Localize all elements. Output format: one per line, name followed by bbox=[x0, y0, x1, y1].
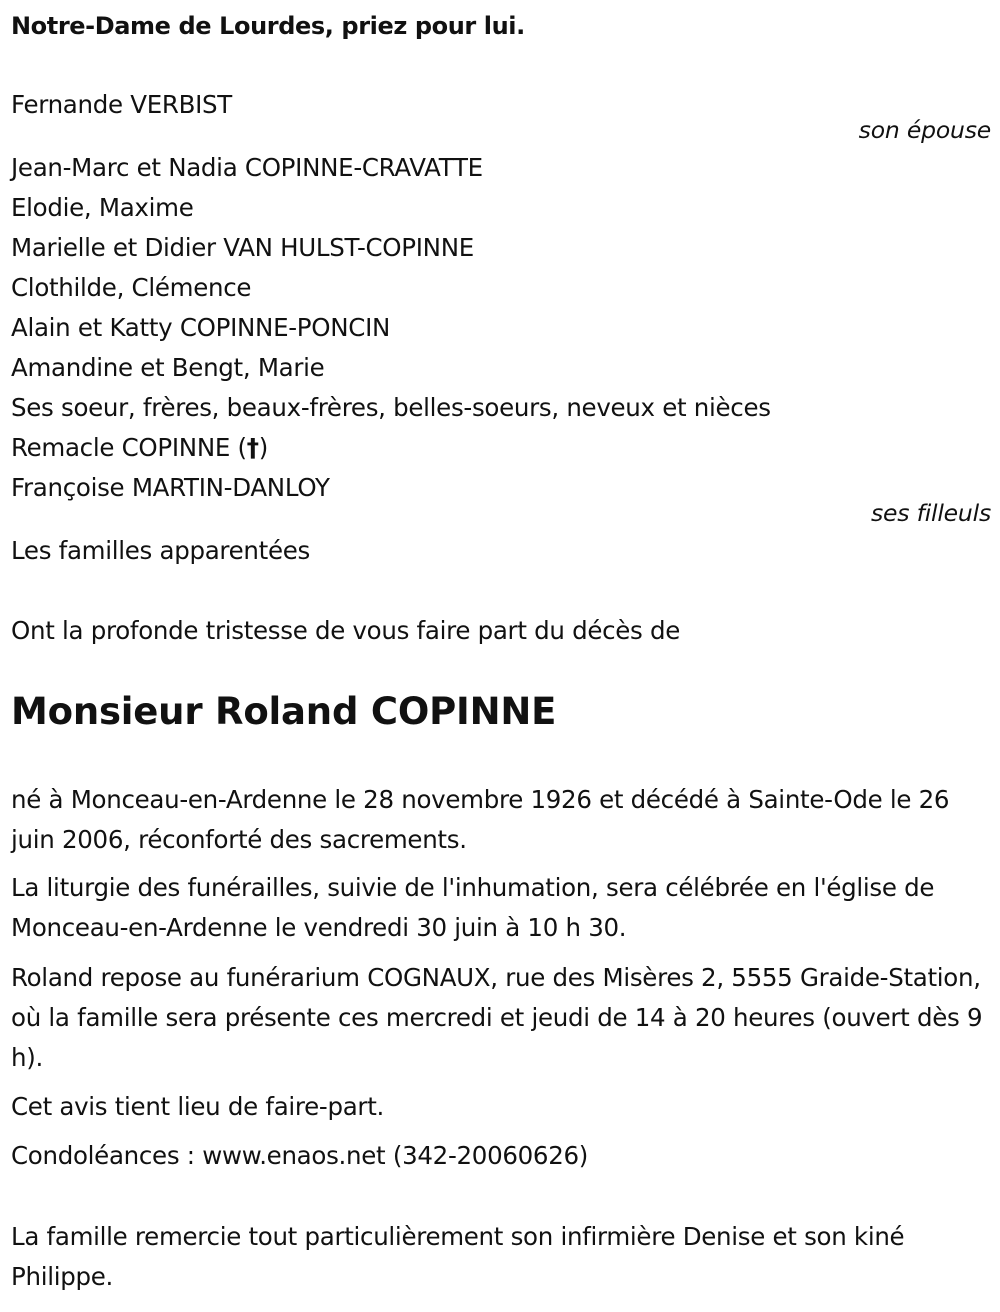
family-member: Marielle et Didier VAN HULST-COPINNE bbox=[11, 233, 474, 262]
cross-icon: † bbox=[246, 433, 259, 462]
announcement-intro: Ont la profonde tristesse de vous faire part du décès de bbox=[11, 616, 681, 645]
godchild-name: Remacle COPINNE ( bbox=[11, 433, 247, 462]
spouse-role: son épouse bbox=[858, 116, 991, 144]
funerarium-paragraph: Roland repose au funérarium COGNAUX, rue des Misères 2, 5555 Graide-Station, où la famille sera présente ces mercredi et jeudi de 14 à 20 heures (ouvert dès 9 h). bbox=[11, 963, 983, 1072]
family-member: Amandine et Bengt, Marie bbox=[11, 353, 325, 382]
godchildren-role: ses filleuls bbox=[871, 499, 991, 527]
related-families: Les familles apparentées bbox=[11, 536, 310, 565]
family-member: Jean-Marc et Nadia COPINNE-CRAVATTE bbox=[11, 153, 483, 182]
spouse-name: Fernande VERBIST bbox=[11, 90, 232, 119]
funeral-paragraph: La liturgie des funérailles, suivie de l'inhumation, sera célébrée en l'église de Monceau-en-Ardenne le vendredi 30 juin à 10 h 30. bbox=[11, 873, 935, 942]
family-member: Elodie, Maxime bbox=[11, 193, 194, 222]
condolences-paragraph: Condoléances : www.enaos.net (342-20060626) bbox=[11, 1141, 589, 1170]
godchild-name: Françoise MARTIN-DANLOY bbox=[11, 473, 330, 502]
prayer-heading: Notre-Dame de Lourdes, priez pour lui. bbox=[11, 12, 525, 40]
notice-paragraph: Cet avis tient lieu de faire-part. bbox=[11, 1092, 384, 1121]
family-member: Clothilde, Clémence bbox=[11, 273, 252, 302]
family-member: Ses soeur, frères, beaux-frères, belles-soeurs, neveux et nièces bbox=[11, 393, 771, 422]
family-member: Alain et Katty COPINNE-PONCIN bbox=[11, 313, 391, 342]
birth-death-paragraph: né à Monceau-en-Ardenne le 28 novembre 1926 et décédé à Sainte-Ode le 26 juin 2006, réconforté des sacrements. bbox=[11, 785, 950, 854]
godchild-deceased bbox=[11, 428, 268, 468]
deceased-name: Monsieur Roland COPINNE bbox=[11, 690, 557, 733]
thanks-paragraph: La famille remercie tout particulièrement son infirmière Denise et son kiné Philippe. bbox=[11, 1222, 905, 1291]
godchild-paren-close: ) bbox=[258, 433, 269, 462]
